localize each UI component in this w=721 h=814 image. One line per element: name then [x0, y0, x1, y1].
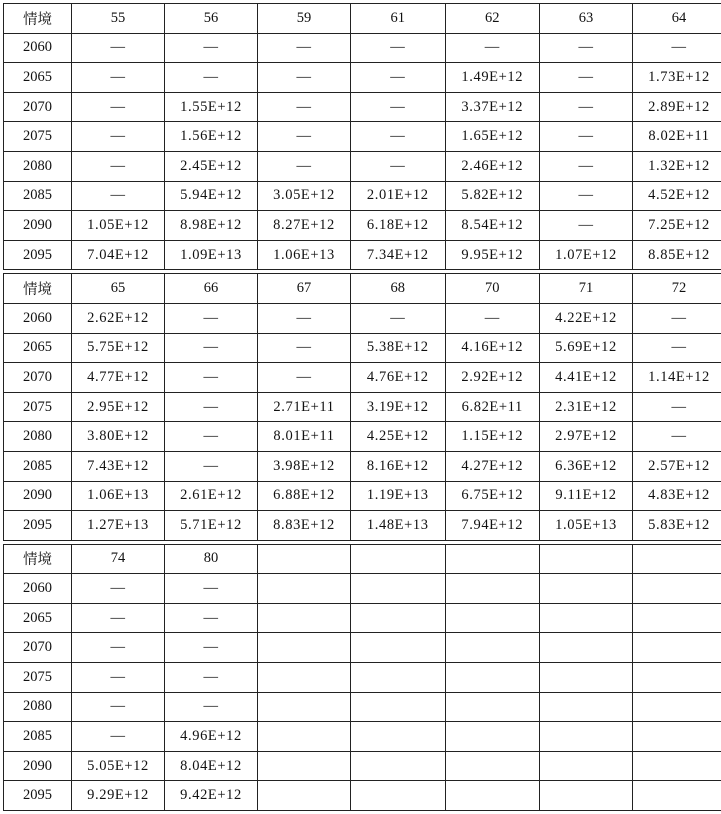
value-cell: 1.55E+12 [165, 92, 258, 122]
value-cell: 4.96E+12 [165, 722, 258, 752]
value-cell: — [258, 333, 351, 363]
value-cell: 8.54E+12 [445, 211, 540, 241]
value-cell: 9.42E+12 [165, 781, 258, 811]
value-cell: — [540, 122, 633, 152]
value-cell [445, 781, 540, 811]
column-header: 55 [72, 4, 165, 34]
value-cell: — [72, 33, 165, 63]
year-cell: 2095 [4, 240, 72, 270]
value-cell: 1.32E+12 [633, 151, 721, 181]
value-cell: — [445, 33, 540, 63]
value-cell [445, 603, 540, 633]
column-header: 64 [633, 4, 721, 34]
year-cell: 2095 [4, 511, 72, 541]
value-cell: 1.48E+13 [351, 511, 446, 541]
table-row [4, 451, 721, 481]
value-cell [633, 722, 721, 752]
value-cell: 2.45E+12 [165, 151, 258, 181]
value-cell [351, 781, 446, 811]
value-cell: 9.11E+12 [540, 481, 633, 511]
value-cell: 7.25E+12 [633, 211, 721, 241]
table-row [4, 574, 721, 604]
value-cell: 2.95E+12 [72, 392, 165, 422]
year-cell: 2085 [4, 451, 72, 481]
column-header: 67 [258, 274, 351, 304]
value-cell: — [351, 33, 446, 63]
value-cell: — [165, 633, 258, 663]
value-cell: 3.05E+12 [258, 181, 351, 211]
value-cell: — [351, 122, 446, 152]
value-cell: — [72, 181, 165, 211]
value-cell: 6.18E+12 [351, 211, 446, 241]
value-cell [445, 633, 540, 663]
value-cell [540, 692, 633, 722]
value-cell: 1.05E+12 [72, 211, 165, 241]
scenario-header: 情境 [4, 4, 72, 34]
table-row [4, 781, 721, 811]
value-cell: 7.04E+12 [72, 240, 165, 270]
header-row [4, 544, 721, 574]
value-cell: 4.22E+12 [540, 303, 633, 333]
value-cell [258, 751, 351, 781]
value-cell: 8.16E+12 [351, 451, 446, 481]
value-cell: — [165, 692, 258, 722]
table-row [4, 751, 721, 781]
value-cell [633, 663, 721, 693]
value-cell [258, 663, 351, 693]
column-header [445, 544, 540, 574]
value-cell: 1.14E+12 [633, 363, 721, 393]
column-header: 66 [165, 274, 258, 304]
column-header: 72 [633, 274, 721, 304]
value-cell: — [351, 63, 446, 93]
value-cell: — [165, 303, 258, 333]
value-cell [633, 603, 721, 633]
value-cell: — [258, 63, 351, 93]
value-cell: 1.73E+12 [633, 63, 721, 93]
value-cell: — [72, 63, 165, 93]
year-cell: 2060 [4, 33, 72, 63]
value-cell [445, 692, 540, 722]
value-cell: 2.71E+11 [258, 392, 351, 422]
column-header: 63 [540, 4, 633, 34]
data-table [3, 3, 718, 811]
value-cell: 5.82E+12 [445, 181, 540, 211]
table-row [4, 92, 721, 122]
value-cell [351, 692, 446, 722]
value-cell: 1.07E+12 [540, 240, 633, 270]
column-header: 65 [72, 274, 165, 304]
table-row [4, 211, 721, 241]
value-cell [258, 603, 351, 633]
value-cell: 4.77E+12 [72, 363, 165, 393]
value-cell: 1.05E+13 [540, 511, 633, 541]
column-header: 70 [445, 274, 540, 304]
year-cell: 2075 [4, 663, 72, 693]
table-block-1 [3, 3, 721, 270]
year-cell: 2075 [4, 122, 72, 152]
value-cell [351, 722, 446, 752]
value-cell: — [165, 451, 258, 481]
value-cell: 2.31E+12 [540, 392, 633, 422]
value-cell: 1.19E+13 [351, 481, 446, 511]
value-cell [258, 781, 351, 811]
year-cell: 2070 [4, 363, 72, 393]
column-header: 56 [165, 4, 258, 34]
value-cell [540, 603, 633, 633]
value-cell: — [540, 211, 633, 241]
year-cell: 2090 [4, 481, 72, 511]
value-cell [351, 663, 446, 693]
value-cell: 3.98E+12 [258, 451, 351, 481]
value-cell: — [72, 633, 165, 663]
table-row [4, 603, 721, 633]
value-cell: — [633, 422, 721, 452]
value-cell: — [633, 392, 721, 422]
table-row [4, 63, 721, 93]
table-row [4, 422, 721, 452]
header-row [4, 274, 721, 304]
table-row [4, 692, 721, 722]
value-cell: — [540, 33, 633, 63]
value-cell: — [258, 303, 351, 333]
year-cell: 2095 [4, 781, 72, 811]
value-cell: 4.52E+12 [633, 181, 721, 211]
table-block-3 [3, 544, 721, 811]
value-cell: 5.05E+12 [72, 751, 165, 781]
table-row [4, 151, 721, 181]
value-cell: 7.34E+12 [351, 240, 446, 270]
value-cell: — [258, 92, 351, 122]
value-cell: 6.36E+12 [540, 451, 633, 481]
table-row [4, 363, 721, 393]
column-header [633, 544, 721, 574]
value-cell: 1.56E+12 [165, 122, 258, 152]
column-header [351, 544, 446, 574]
value-cell: 5.75E+12 [72, 333, 165, 363]
table-block-2 [3, 273, 721, 540]
value-cell: 5.83E+12 [633, 511, 721, 541]
value-cell: 4.83E+12 [633, 481, 721, 511]
value-cell [633, 633, 721, 663]
value-cell [258, 692, 351, 722]
value-cell: 2.61E+12 [165, 481, 258, 511]
table-row [4, 392, 721, 422]
table-row [4, 663, 721, 693]
year-cell: 2065 [4, 603, 72, 633]
value-cell [258, 574, 351, 604]
value-cell: 4.25E+12 [351, 422, 446, 452]
table-row [4, 722, 721, 752]
value-cell: 4.76E+12 [351, 363, 446, 393]
value-cell: — [258, 33, 351, 63]
year-cell: 2090 [4, 751, 72, 781]
value-cell [633, 574, 721, 604]
value-cell: — [540, 63, 633, 93]
value-cell: — [72, 722, 165, 752]
table-row [4, 240, 721, 270]
value-cell: — [540, 151, 633, 181]
value-cell [540, 574, 633, 604]
value-cell: 1.09E+13 [165, 240, 258, 270]
year-cell: 2080 [4, 151, 72, 181]
value-cell: 3.37E+12 [445, 92, 540, 122]
value-cell: 5.38E+12 [351, 333, 446, 363]
column-header: 59 [258, 4, 351, 34]
value-cell: — [258, 363, 351, 393]
value-cell: 5.71E+12 [165, 511, 258, 541]
value-cell [633, 781, 721, 811]
value-cell: — [165, 574, 258, 604]
year-cell: 2060 [4, 574, 72, 604]
value-cell: — [165, 603, 258, 633]
value-cell: — [165, 392, 258, 422]
value-cell: 9.29E+12 [72, 781, 165, 811]
value-cell: 3.19E+12 [351, 392, 446, 422]
value-cell: 4.16E+12 [445, 333, 540, 363]
value-cell [540, 633, 633, 663]
value-cell: — [540, 181, 633, 211]
value-cell: — [72, 692, 165, 722]
value-cell: 2.57E+12 [633, 451, 721, 481]
value-cell [445, 663, 540, 693]
scenario-header: 情境 [4, 544, 72, 574]
value-cell: — [165, 422, 258, 452]
value-cell: 4.41E+12 [540, 363, 633, 393]
value-cell: — [165, 333, 258, 363]
value-cell [351, 603, 446, 633]
value-cell [351, 633, 446, 663]
value-cell: — [72, 663, 165, 693]
value-cell: 6.88E+12 [258, 481, 351, 511]
value-cell [445, 574, 540, 604]
value-cell: — [72, 122, 165, 152]
value-cell: — [72, 151, 165, 181]
value-cell: — [258, 151, 351, 181]
value-cell: 7.94E+12 [445, 511, 540, 541]
column-header [540, 544, 633, 574]
value-cell: 8.27E+12 [258, 211, 351, 241]
value-cell: — [165, 363, 258, 393]
value-cell: — [633, 33, 721, 63]
year-cell: 2065 [4, 63, 72, 93]
value-cell: 4.27E+12 [445, 451, 540, 481]
value-cell: — [445, 303, 540, 333]
year-cell: 2060 [4, 303, 72, 333]
value-cell: 8.01E+11 [258, 422, 351, 452]
column-header: 71 [540, 274, 633, 304]
value-cell: 9.95E+12 [445, 240, 540, 270]
value-cell: — [633, 333, 721, 363]
value-cell: — [351, 92, 446, 122]
column-header: 62 [445, 4, 540, 34]
value-cell: 2.89E+12 [633, 92, 721, 122]
value-cell: 1.15E+12 [445, 422, 540, 452]
table-row [4, 633, 721, 663]
year-cell: 2070 [4, 633, 72, 663]
value-cell [540, 663, 633, 693]
value-cell: 1.49E+12 [445, 63, 540, 93]
year-cell: 2075 [4, 392, 72, 422]
value-cell [633, 692, 721, 722]
value-cell: 8.98E+12 [165, 211, 258, 241]
year-cell: 2070 [4, 92, 72, 122]
year-cell: 2065 [4, 333, 72, 363]
table-row [4, 303, 721, 333]
value-cell [540, 751, 633, 781]
value-cell: 8.83E+12 [258, 511, 351, 541]
value-cell [258, 633, 351, 663]
value-cell [445, 751, 540, 781]
column-header: 80 [165, 544, 258, 574]
value-cell: 8.02E+11 [633, 122, 721, 152]
table-row [4, 481, 721, 511]
value-cell: 2.92E+12 [445, 363, 540, 393]
value-cell: — [351, 303, 446, 333]
column-header: 61 [351, 4, 446, 34]
value-cell [540, 722, 633, 752]
table-row [4, 181, 721, 211]
value-cell: — [72, 92, 165, 122]
value-cell: 1.06E+13 [258, 240, 351, 270]
value-cell: — [540, 92, 633, 122]
column-header: 68 [351, 274, 446, 304]
value-cell: — [72, 574, 165, 604]
value-cell [351, 751, 446, 781]
value-cell: 6.82E+11 [445, 392, 540, 422]
value-cell: — [258, 122, 351, 152]
value-cell: — [165, 63, 258, 93]
value-cell [258, 722, 351, 752]
table-row [4, 333, 721, 363]
value-cell [633, 751, 721, 781]
year-cell: 2085 [4, 722, 72, 752]
value-cell: 5.94E+12 [165, 181, 258, 211]
value-cell: 2.97E+12 [540, 422, 633, 452]
value-cell [540, 781, 633, 811]
table-row [4, 511, 721, 541]
column-header: 74 [72, 544, 165, 574]
value-cell: 6.75E+12 [445, 481, 540, 511]
column-header [258, 544, 351, 574]
year-cell: 2090 [4, 211, 72, 241]
value-cell: 2.62E+12 [72, 303, 165, 333]
value-cell [445, 722, 540, 752]
value-cell: — [72, 603, 165, 633]
value-cell: 1.65E+12 [445, 122, 540, 152]
value-cell: — [165, 663, 258, 693]
table-row [4, 33, 721, 63]
header-row [4, 4, 721, 34]
value-cell: — [633, 303, 721, 333]
value-cell: — [351, 151, 446, 181]
value-cell: 7.43E+12 [72, 451, 165, 481]
value-cell: — [165, 33, 258, 63]
value-cell: 8.04E+12 [165, 751, 258, 781]
scenario-header: 情境 [4, 274, 72, 304]
value-cell: 1.06E+13 [72, 481, 165, 511]
value-cell: 2.01E+12 [351, 181, 446, 211]
year-cell: 2085 [4, 181, 72, 211]
value-cell: 1.27E+13 [72, 511, 165, 541]
value-cell: 8.85E+12 [633, 240, 721, 270]
value-cell: 3.80E+12 [72, 422, 165, 452]
value-cell [351, 574, 446, 604]
value-cell: 5.69E+12 [540, 333, 633, 363]
value-cell: 2.46E+12 [445, 151, 540, 181]
year-cell: 2080 [4, 422, 72, 452]
year-cell: 2080 [4, 692, 72, 722]
table-row [4, 122, 721, 152]
